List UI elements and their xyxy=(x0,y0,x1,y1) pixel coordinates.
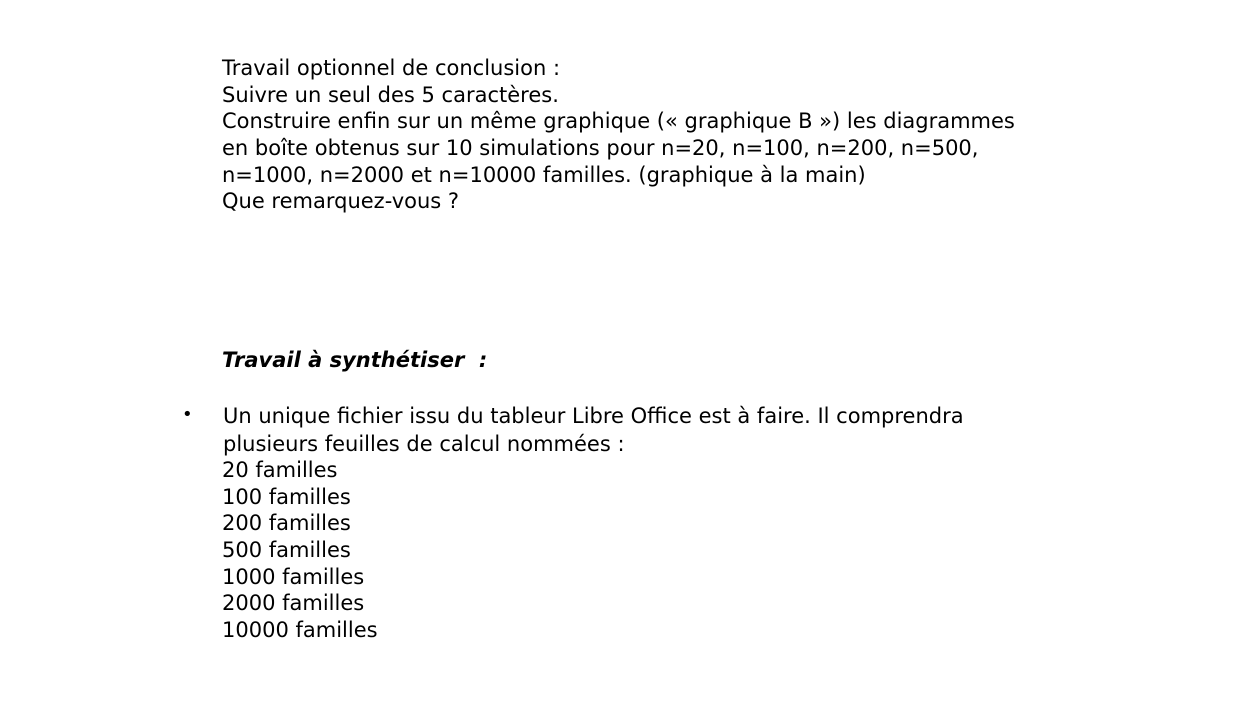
bullet-line-1: Un unique fichier issu du tableur Libre Office est à faire. Il comprendra xyxy=(223,404,964,428)
sheet-name-item: 1000 familles xyxy=(222,564,365,589)
intro-line-body-1: Construire enfin sur un même graphique (« graphique B ») les diagrammes xyxy=(222,109,1015,134)
intro-line-body-3: n=1000, n=2000 et n=10000 familles. (graphique à la main) xyxy=(222,162,866,187)
intro-paragraph xyxy=(222,55,1122,215)
intro-line-question: Que remarquez-vous ? xyxy=(222,189,460,214)
sheet-name-item: 2000 familles xyxy=(222,591,365,616)
sheet-name-item: 200 familles xyxy=(222,511,351,536)
section-title-synthesis: Travail à synthétiser : xyxy=(222,348,488,372)
intro-line-instruction: Suivre un seul des 5 caractères. xyxy=(222,82,559,107)
sheet-name-item: 500 familles xyxy=(222,538,351,563)
sheet-name-item: 100 familles xyxy=(222,484,351,509)
sheet-name-item: 20 familles xyxy=(222,458,338,482)
bullet-marker: • xyxy=(182,404,193,425)
intro-line-heading: Travail optionnel de conclusion : xyxy=(222,56,561,80)
intro-line-body-2: en boîte obtenus sur 10 simulations pour n=20, n=100, n=200, n=500, xyxy=(222,136,979,161)
bullet-paragraph xyxy=(223,402,1123,458)
sheet-name-item: 10000 familles xyxy=(222,618,378,643)
bullet-line-2: plusieurs feuilles de calcul nommées : xyxy=(223,432,625,456)
sheet-name-list xyxy=(222,457,378,644)
